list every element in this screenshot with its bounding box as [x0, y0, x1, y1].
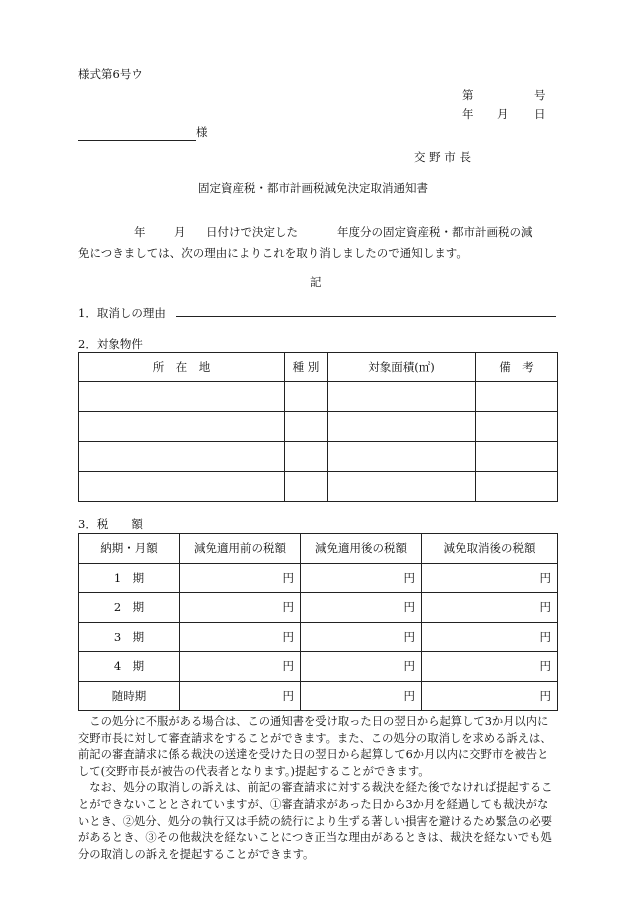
yen-cell: 円	[422, 622, 558, 652]
period-cell: 4 期	[79, 652, 180, 682]
notice-paragraph-2: なお、処分の取消しの訴えは、前記の審査請求に対する裁決を経た後でなければ提起することができないこととされていますが、①審査請求があった日から3か月を経過しても裁決がないとき、②処分、処分の執行又は手続の続行により生ずる著しい損害を避けるため緊急の必要があるとき、③その他裁決を経ないことにつき正当な理由があるときは、裁決を経ないでも処分の取消しの訴えを提起することができます。	[78, 781, 553, 861]
table-row	[79, 442, 558, 472]
notice-paragraph-1: この処分に不服がある場合は、この通知書を受け取った日の翌日から起算して3か月以内に交野市長に対して審査請求をすることができます。また、この処分の取消しを求める訴えは、前記の審査請求に係る裁決の送達を受けた日の翌日から起算して6か月以内に交野市を被告として(交野市長が被告の代表者となります。)提起することができます。	[78, 715, 552, 778]
yen-cell: 円	[180, 681, 301, 711]
table-row	[79, 652, 558, 682]
section1-label: 1．取消しの理由	[78, 306, 166, 320]
addressee-sama: 様	[196, 125, 208, 139]
section2-label: 2．対象物件	[78, 337, 143, 351]
yen-cell: 円	[422, 593, 558, 623]
yen-cell: 円	[180, 593, 301, 623]
yen-cell: 円	[422, 563, 558, 593]
section3-label: 3．税 額	[78, 517, 143, 531]
ki-mark: 記	[310, 275, 322, 289]
form-number: 様式第6号ウ	[78, 67, 143, 81]
yen-cell: 円	[180, 652, 301, 682]
period-cell: 1 期	[79, 563, 180, 593]
yen-cell: 円	[180, 563, 301, 593]
table-row	[79, 563, 558, 593]
appeal-notice	[78, 714, 558, 863]
body-line1-end: 年度分の固定資産税・都市計画税の減	[337, 225, 533, 239]
property-table	[78, 352, 558, 502]
yen-cell: 円	[301, 593, 422, 623]
col-area: 対象面積(㎡)	[328, 353, 476, 382]
table-row	[79, 622, 558, 652]
period-cell: 随時期	[79, 681, 180, 711]
reason-line	[176, 316, 556, 317]
date-day: 日	[534, 107, 546, 121]
col-type: 種 別	[285, 353, 328, 382]
body-year: 年	[134, 225, 146, 239]
col-remarks: 備 考	[476, 353, 558, 382]
table-row	[79, 472, 558, 502]
addressee-line	[78, 140, 196, 141]
number-dai: 第	[462, 88, 474, 102]
yen-cell: 円	[422, 681, 558, 711]
yen-cell: 円	[301, 622, 422, 652]
yen-cell: 円	[301, 563, 422, 593]
yen-cell: 円	[301, 652, 422, 682]
table-row	[79, 412, 558, 442]
period-cell: 2 期	[79, 593, 180, 623]
table-row	[79, 593, 558, 623]
body-month: 月	[174, 225, 186, 239]
col-location: 所 在 地	[79, 353, 285, 382]
period-cell: 3 期	[79, 622, 180, 652]
property-header-row	[79, 353, 558, 382]
date-year: 年	[462, 107, 474, 121]
col-period: 納期・月額	[79, 534, 180, 564]
col-cancelled: 減免取消後の税額	[422, 534, 558, 564]
yen-cell: 円	[422, 652, 558, 682]
body-line2: 免につきましては、次の理由によりこれを取り消しましたので通知します。	[78, 246, 468, 260]
body-line1-mid: 日付けで決定した	[206, 225, 298, 239]
issuer: 交 野 市 長	[414, 150, 471, 164]
page-title: 固定資産税・都市計画税減免決定取消通知書	[198, 181, 428, 195]
tax-table	[78, 533, 558, 711]
col-before: 減免適用前の税額	[180, 534, 301, 564]
tax-header-row	[79, 534, 558, 564]
table-row	[79, 382, 558, 412]
number-go: 号	[534, 88, 546, 102]
table-row	[79, 681, 558, 711]
date-month: 月	[497, 107, 509, 121]
yen-cell: 円	[180, 622, 301, 652]
col-after: 減免適用後の税額	[301, 534, 422, 564]
yen-cell: 円	[301, 681, 422, 711]
